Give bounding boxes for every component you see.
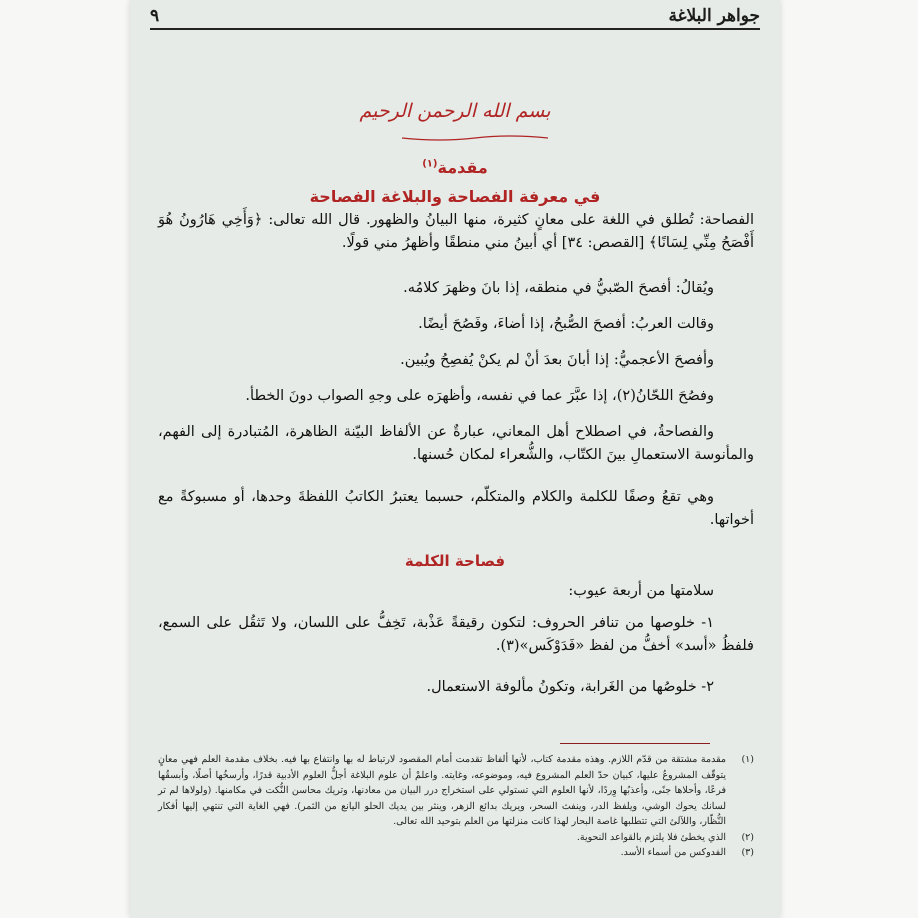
paragraph-1: الفصاحة: تُطلق في اللغة على معانٍ كثيرة، منها البيانُ والظهور. قال الله تعالى: ﴿وَأَخِي هَارُونُ هُوَ أَفْصَحُ مِنِّي لِسَانًا﴾ [القصص: ٣٤] أي أبينُ مني منطقًا وأظهرُ مني قولًا.: [158, 212, 754, 251]
paragraph-6: والفصاحةُ، في اصطلاح أهل المعاني، عبارةٌ عن الألفاظ البيّنة الظاهرة، المُتبادرة إلى الفهم، والمأنوسة الاستعمالِ بينَ الكتّاب، والشُّعراء لمكان حُسنها.: [158, 424, 754, 463]
paragraph-2: ويُقالُ: أفصحَ الصّبيُّ في منطقه، إذا بانَ وظهرَ كلامُه.: [403, 280, 714, 296]
footnote-number: (٣): [741, 847, 754, 858]
footnote-text: الفدوكس من أسماء الأسد.: [620, 847, 726, 858]
page-header: [150, 4, 760, 30]
footnote-separator: [560, 743, 710, 744]
footnote-text: مقدمة مشتقة من قدّم اللازم. وهذه مقدمة كتاب، لأنها ألفاظ تقدمت أمام المقصود لارتباط له بها وانتفاع بها فيه. بخلاف مقدمة العلم فهي معانٍ يتوقّف المشروعُ عليها، كبيان حدّ العلم المشروع فيه، وموضوعه، وغايته. واعلمْ أن علوم البلاغة أجلُّ العلوم الأدبية قدرًا، وأرسخُها أصلًا، وأبسقُها فرعًا، وأحلاها جنًى، وأعذبُها وِردًا، لأنها العلوم التي تستولي على استخراج درر البيان من معادنها، وتريك محاسن النُّكت في مكامنها. (ولولاها لم تر لسانك يحوك الوشي، ويلفظ الدر، وينفث السحر، ويريك بدائع الزهر، وينثر بين يديك الحلو اليانع من الثمر). فهي الغاية التي تنتهي إليها أفكار النُّظّار، واللآلئ التي تتطلبها غاصة البحار لهذا كانت منزلتها من العلم بتوحيد الله تعالى.: [158, 754, 726, 827]
section-heading: في معرفة الفصاحة والبلاغة الفصاحة: [309, 187, 601, 206]
footnotes: [158, 752, 754, 861]
footnote-text: الذي يخطئ فلا يلتزم بالقواعد النحوية.: [576, 831, 726, 843]
intro-heading-text: مقدمة: [437, 158, 488, 177]
footnote-number: (٢): [741, 831, 754, 843]
basmala-calligraphy: بسم الله الرحمن الرحيم: [359, 100, 551, 122]
paragraph-5: وفصُحَ اللحّانُ(٢)، إذا عبَّرَ عما في نفسه، وأظهرَه على وجهِ الصواب دونَ الخطأ.: [245, 388, 714, 404]
paragraph-7: وهي تقعُ وصفًا للكلمة والكلام والمتكلّم، حسبما يعتبرُ الكاتبُ اللفظةَ وحدها، أو مسبوكةً مع أخواتها.: [158, 489, 754, 528]
word-paragraph-3: ٢- خلوصُها من الغَرابة، وتكونُ مألوفة الاستعمال.: [426, 679, 714, 695]
paragraph-3: وقالت العربُ: أفصحَ الصُّبحُ، إذا أضاءَ، وفَصُحَ أيضًا.: [418, 316, 714, 332]
intro-footnote-marker: (١): [422, 158, 438, 170]
footnote-1: [158, 752, 754, 830]
paragraph-4: وأفصحَ الأعجميُّ: إذا أبانَ بعدَ أنْ لم يكنْ يُفصِحُ ويُبين.: [400, 352, 714, 368]
subsection-heading: فصاحة الكلمة: [404, 552, 506, 570]
book-page: [130, 0, 780, 918]
running-title: جواهر البلاغة: [668, 6, 760, 26]
footnote-number: (١): [741, 754, 754, 765]
basmala-flourish-icon: [400, 134, 550, 142]
word-paragraph-2: ١- خلوصها من تنافر الحروف: لتكون رقيقةً عَذْبة، تَخِفُّ على اللسان، ولا تَثقُل على السمع، فلفظُ «أسد» أخفُّ من لفظ «فَدَوْكَس»(٣).: [158, 615, 754, 654]
footnote-3: [158, 845, 754, 861]
footnote-2: [158, 830, 754, 846]
intro-heading: [130, 158, 780, 177]
word-paragraph-1: سلامتها من أربعة عيوب:: [568, 583, 714, 599]
page-number: ٩: [150, 6, 160, 26]
